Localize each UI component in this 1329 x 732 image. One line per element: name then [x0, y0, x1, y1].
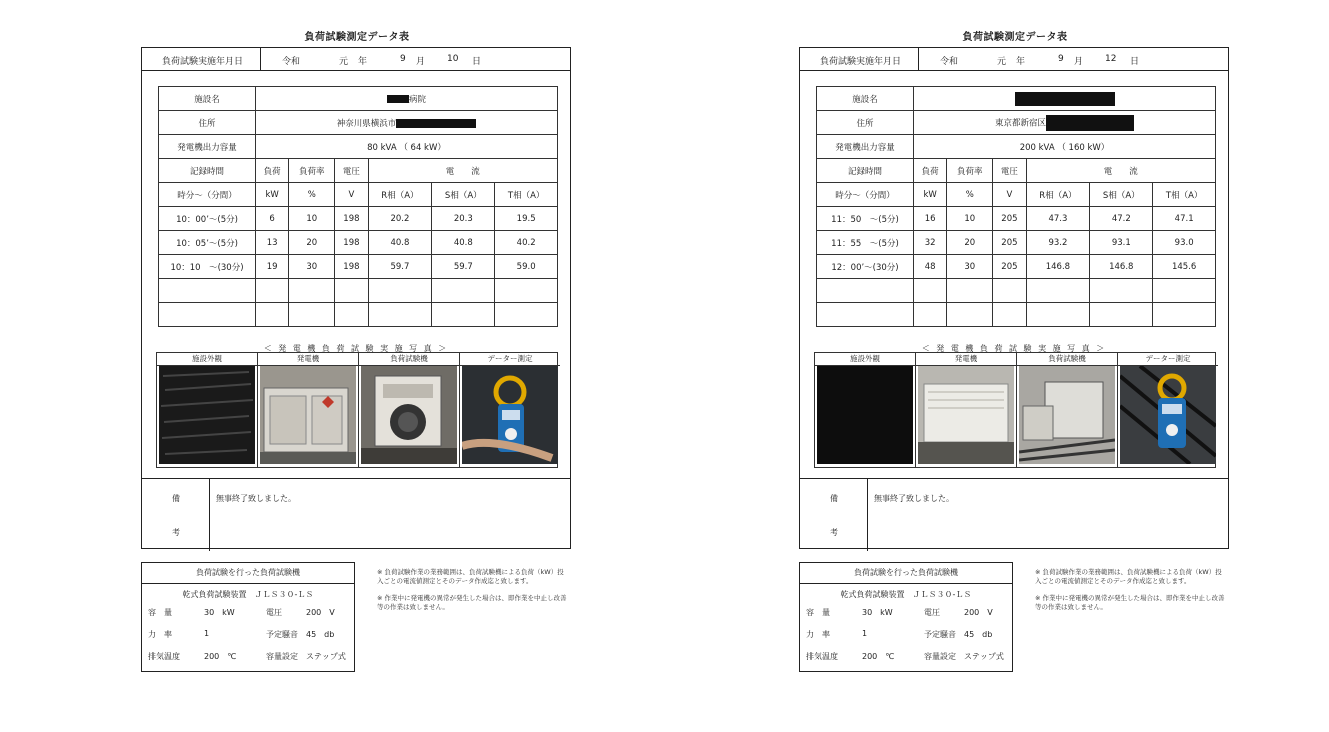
table-cell: 47.1: [1153, 207, 1216, 231]
table-cell: 93.2: [1026, 231, 1090, 255]
month: 9: [400, 54, 406, 64]
header-cell: T相（A）: [495, 183, 558, 207]
empty-row: [817, 303, 1216, 327]
remarks-label: 考: [830, 528, 838, 537]
table-cell: 47.3: [1026, 207, 1090, 231]
header-cell: %: [289, 183, 335, 207]
table-cell: 93.1: [1090, 231, 1153, 255]
remarks-section: [800, 478, 1228, 551]
capacity-label: 発電機出力容量: [159, 135, 256, 159]
table-cell: 10: [947, 207, 993, 231]
table-cell: 20.2: [368, 207, 432, 231]
clamp-meter-photo: [1120, 366, 1216, 464]
address-value: 神奈川県横浜市: [256, 111, 558, 135]
header-cell: 負荷: [256, 159, 289, 183]
table-cell: 198: [335, 255, 368, 279]
load-tester-photo: [1019, 366, 1115, 464]
month-unit: 月: [416, 57, 426, 67]
main-frame: [141, 47, 571, 549]
photo-caption: 負荷試験機: [359, 353, 459, 366]
tester-spec-row: 排気温度 200 ℃ 容量設定 ステップ式: [806, 652, 1004, 661]
date-row: [800, 48, 1228, 71]
capacity-row: [817, 135, 1216, 159]
notes: [1035, 568, 1225, 620]
capacity-label: 発電機出力容量: [817, 135, 914, 159]
table-cell: 30: [947, 255, 993, 279]
capacity-value: 200 kVA （ 160 kW）: [914, 135, 1216, 159]
table-cell: 19.5: [495, 207, 558, 231]
header-cell: 負荷率: [947, 159, 993, 183]
remarks-label: 考: [172, 528, 180, 537]
generator-photo: [918, 366, 1014, 464]
photo-facility: [815, 353, 915, 467]
table-cell: 13: [256, 231, 289, 255]
measurement-table: [816, 86, 1216, 327]
table-cell: 10: [289, 207, 335, 231]
table-cell: 10：10 ～(30分): [159, 255, 256, 279]
table-cell: 10：00’～(5分): [159, 207, 256, 231]
date-row: [142, 48, 570, 71]
capacity-row: [159, 135, 558, 159]
table-cell: 10：05’～(5分): [159, 231, 256, 255]
measurement-table: [158, 86, 558, 327]
header-cell: %: [947, 183, 993, 207]
tester-spec-row: 力 率 1 予定騒音 45 db: [806, 629, 993, 639]
table-row: [159, 207, 558, 231]
era: 令和: [940, 57, 959, 67]
table-cell: 59.0: [495, 255, 558, 279]
remarks-label: 備: [172, 494, 180, 503]
table-cell: 11：55 ～(5分): [817, 231, 914, 255]
header-cell: S相（A）: [1090, 183, 1153, 207]
note-scope: ※ 負荷試験作業の業務範囲は、負荷試験機による負荷（kW）投入ごとの電流値測定とそのデータ作成迄と致します。: [1035, 568, 1222, 585]
table-row: [159, 255, 558, 279]
photo-caption: 施設外観: [815, 353, 915, 366]
header-row-2: [159, 183, 558, 207]
document-title: 負荷試験測定データ表: [304, 32, 410, 43]
facility-label: 施設名: [817, 87, 914, 111]
facility-value: 病院: [256, 87, 558, 111]
header-cell: T相（A）: [1153, 183, 1216, 207]
table-cell: 59.7: [368, 255, 432, 279]
table-cell: 30: [289, 255, 335, 279]
table-row: [817, 207, 1216, 231]
empty-row: [159, 303, 558, 327]
table-cell: 20: [947, 231, 993, 255]
header-cell: V: [993, 183, 1026, 207]
header-cell: 負荷: [914, 159, 947, 183]
photo-generator: [258, 353, 358, 467]
remarks-text: 無事終了致しました。: [874, 494, 954, 503]
redacted-facility-photo: [159, 366, 255, 464]
empty-row: [817, 279, 1216, 303]
load-tester-spec-box: [799, 562, 1013, 672]
day-unit: 日: [1130, 57, 1140, 67]
header-cell: 負荷率: [289, 159, 335, 183]
table-cell: 198: [335, 231, 368, 255]
photo-caption: 負荷試験機: [1017, 353, 1117, 366]
table-cell: 19: [256, 255, 289, 279]
table-cell: 20: [289, 231, 335, 255]
table-cell: 6: [256, 207, 289, 231]
tester-heading: 負荷試験を行った負荷試験機: [800, 563, 1012, 584]
table-cell: 40.8: [432, 231, 495, 255]
tester-model: 乾式負荷試験装置 ＪＬＳ３０-ＬＳ: [182, 590, 314, 599]
redaction: [387, 95, 409, 103]
tester-heading: 負荷試験を行った負荷試験機: [142, 563, 354, 584]
photo-caption: データー測定: [460, 353, 560, 366]
capacity-value: 80 kVA （ 64 kW）: [256, 135, 558, 159]
remarks-text: 無事終了致しました。: [216, 494, 296, 503]
table-row: [817, 231, 1216, 255]
empty-row: [159, 279, 558, 303]
photo-caption: 施設外観: [157, 353, 257, 366]
notes: [377, 568, 567, 620]
header-cell: V: [335, 183, 368, 207]
facility-row: [817, 87, 1216, 111]
header-cell: 記録時間: [817, 159, 914, 183]
redaction: [396, 119, 476, 128]
table-cell: 93.0: [1153, 231, 1216, 255]
table-cell: 40.8: [368, 231, 432, 255]
header-cell: 電 流: [368, 159, 557, 183]
day-unit: 日: [472, 57, 482, 67]
photo-strip: [814, 352, 1216, 468]
load-test-sheet-left: [137, 0, 577, 700]
header-row-1: [817, 159, 1216, 183]
load-tester-spec-box: [141, 562, 355, 672]
header-cell: R相（A）: [368, 183, 432, 207]
redacted-facility-photo: [817, 366, 913, 464]
table-cell: 205: [993, 207, 1026, 231]
document-title: 負荷試験測定データ表: [962, 32, 1068, 43]
generator-photo: [260, 366, 356, 464]
table-cell: 11：50 ～(5分): [817, 207, 914, 231]
header-cell: S相（A）: [432, 183, 495, 207]
table-cell: 16: [914, 207, 947, 231]
photo-generator: [916, 353, 1016, 467]
year: 元: [339, 57, 349, 67]
year: 元: [997, 57, 1007, 67]
day: 12: [1105, 54, 1117, 64]
table-cell: 205: [993, 255, 1026, 279]
header-cell: R相（A）: [1026, 183, 1090, 207]
photo-measurement: [1118, 353, 1218, 467]
address-row: [817, 111, 1216, 135]
address-value: 東京都新宿区: [914, 111, 1216, 135]
facility-row: [159, 87, 558, 111]
table-cell: 40.2: [495, 231, 558, 255]
day: 10: [447, 54, 459, 64]
photo-section-title: ＜ 発 電 機 負 荷 試 験 実 施 写 真 ＞: [921, 344, 1107, 353]
tester-spec-row: 力 率 1 予定騒音 45 db: [148, 629, 335, 639]
table-cell: 146.8: [1090, 255, 1153, 279]
photo-load-tester: [359, 353, 459, 467]
table-cell: 198: [335, 207, 368, 231]
table-cell: 32: [914, 231, 947, 255]
note-abnormality: ※ 作業中に発電機の異常が発生した場合は、即作業を中止し改善等の作業は致しません。: [1035, 594, 1225, 611]
table-cell: 48: [914, 255, 947, 279]
table-cell: 47.2: [1090, 207, 1153, 231]
table-cell: 146.8: [1026, 255, 1090, 279]
photo-section-title: ＜ 発 電 機 負 荷 試 験 実 施 写 真 ＞: [263, 344, 449, 353]
address-label: 住所: [817, 111, 914, 135]
header-cell: 電圧: [335, 159, 368, 183]
table-row: [159, 231, 558, 255]
redaction: [1015, 92, 1115, 106]
photo-load-tester: [1017, 353, 1117, 467]
header-cell: 電圧: [993, 159, 1026, 183]
table-cell: 12：00’～(30分): [817, 255, 914, 279]
load-test-sheet-right: [795, 0, 1235, 700]
header-cell: 電 流: [1026, 159, 1215, 183]
header-row-1: [159, 159, 558, 183]
clamp-meter-photo: [462, 366, 558, 464]
table-row: [817, 255, 1216, 279]
month: 9: [1058, 54, 1064, 64]
note-abnormality: ※ 作業中に発電機の異常が発生した場合は、即作業を中止し改善等の作業は致しません。: [377, 594, 567, 611]
header-cell: kW: [914, 183, 947, 207]
table-cell: 59.7: [432, 255, 495, 279]
tester-spec-row: 排気温度 200 ℃ 容量設定 ステップ式: [148, 652, 346, 661]
photo-caption: 発電機: [916, 353, 1016, 366]
table-cell: 145.6: [1153, 255, 1216, 279]
year-unit: 年: [358, 57, 368, 67]
header-row-2: [817, 183, 1216, 207]
photo-measurement: [460, 353, 560, 467]
facility-value: [914, 87, 1216, 111]
header-cell: 時分～（分間）: [159, 183, 256, 207]
address-label: 住所: [159, 111, 256, 135]
header-cell: 記録時間: [159, 159, 256, 183]
load-tester-photo: [361, 366, 457, 464]
photo-strip: [156, 352, 558, 468]
photo-facility: [157, 353, 257, 467]
date-label: 負荷試験実施年月日: [162, 57, 244, 67]
header-cell: 時分～（分間）: [817, 183, 914, 207]
header-cell: kW: [256, 183, 289, 207]
tester-spec-row: 容 量 30 kW 電圧 200 V: [806, 608, 993, 617]
remarks-label: 備: [830, 494, 838, 503]
address-row: [159, 111, 558, 135]
tester-spec-row: 容 量 30 kW 電圧 200 V: [148, 608, 335, 617]
table-cell: 205: [993, 231, 1026, 255]
remarks-section: [142, 478, 570, 551]
facility-label: 施設名: [159, 87, 256, 111]
date-label: 負荷試験実施年月日: [820, 57, 902, 67]
table-cell: 20.3: [432, 207, 495, 231]
photo-caption: 発電機: [258, 353, 358, 366]
tester-model: 乾式負荷試験装置 ＪＬＳ３０-ＬＳ: [840, 590, 972, 599]
month-unit: 月: [1074, 57, 1084, 67]
note-scope: ※ 負荷試験作業の業務範囲は、負荷試験機による負荷（kW）投入ごとの電流値測定とそのデータ作成迄と致します。: [377, 568, 564, 585]
era: 令和: [282, 57, 301, 67]
redaction: [1046, 115, 1134, 131]
photo-caption: データー測定: [1118, 353, 1218, 366]
year-unit: 年: [1016, 57, 1026, 67]
main-frame: [799, 47, 1229, 549]
